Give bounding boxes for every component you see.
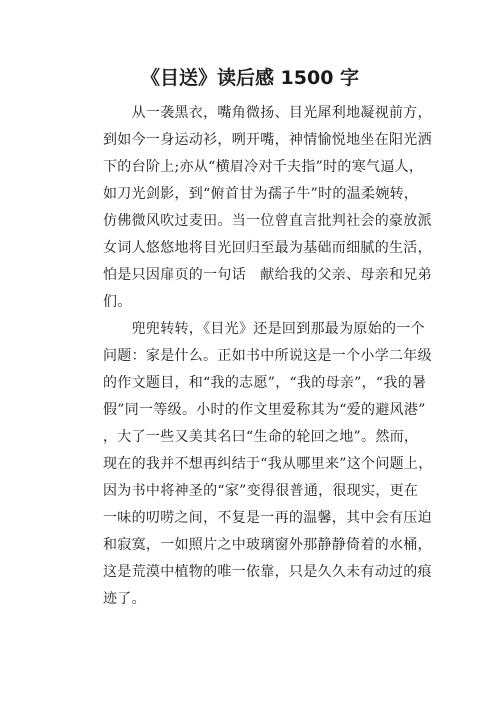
document-body xyxy=(103,100,433,613)
text-line: 到如今一身运动衫，咧开嘴，神情愉悦地坐在阳光洒 xyxy=(103,132,432,148)
text-line: 现在的我并不想再纠结于“我从哪里来”这个问题上， xyxy=(103,456,433,472)
text-line: 们。 xyxy=(103,294,132,310)
paragraph-2 xyxy=(103,316,433,613)
text-line: 的作文题目，和“我的志愿”，“我的母亲”，“我的暑 xyxy=(103,375,427,391)
text-line: 一味的叨唠之间，不复是一再的温馨，其中会有压迫 xyxy=(103,510,432,526)
text-line: 女词人悠悠地将目光回归至最为基础而细腻的生活， xyxy=(103,240,432,256)
text-line: 怕是只因扉页的一句话 献给我的父亲、母亲和兄弟 xyxy=(103,267,432,283)
text-line: 因为书中将神圣的“家”变得很普通，很现实，更在 xyxy=(103,483,419,499)
text-line: 问题：家是什么。正如书中所说这是一个小学二年级 xyxy=(103,348,432,364)
text-line: 下的台阶上;亦从“横眉冷对千夫指”时的寒气逼人， xyxy=(103,159,424,175)
text-line: 假”同一等级。小时的作文里爱称其为“爱的避风港” xyxy=(103,402,426,418)
text-line: 如刀光剑影，到“俯首甘为孺子牛”时的温柔婉转， xyxy=(103,186,419,202)
text-line: 迹了。 xyxy=(103,591,146,607)
document-title: 《目送》读后感 1500 字 xyxy=(140,67,360,89)
text-line: 这是荒漠中植物的唯一依靠，只是久久未有动过的痕 xyxy=(103,564,432,580)
text-line: 仿佛微风吹过麦田。当一位曾直言批判社会的豪放派 xyxy=(103,213,432,229)
text-line: 从一袭黑衣，嘴角微扬、目光犀利地凝视前方， xyxy=(103,105,432,121)
text-line: ，大了一些又美其名曰“生命的轮回之地”。然而， xyxy=(103,429,419,445)
paragraph-1 xyxy=(103,100,432,316)
text-line: 和寂寞，一如照片之中玻璃窗外那静静倚着的水桶， xyxy=(103,537,432,553)
text-line: 兜兜转转，《目光》还是回到那最为原始的一个 xyxy=(103,321,425,337)
